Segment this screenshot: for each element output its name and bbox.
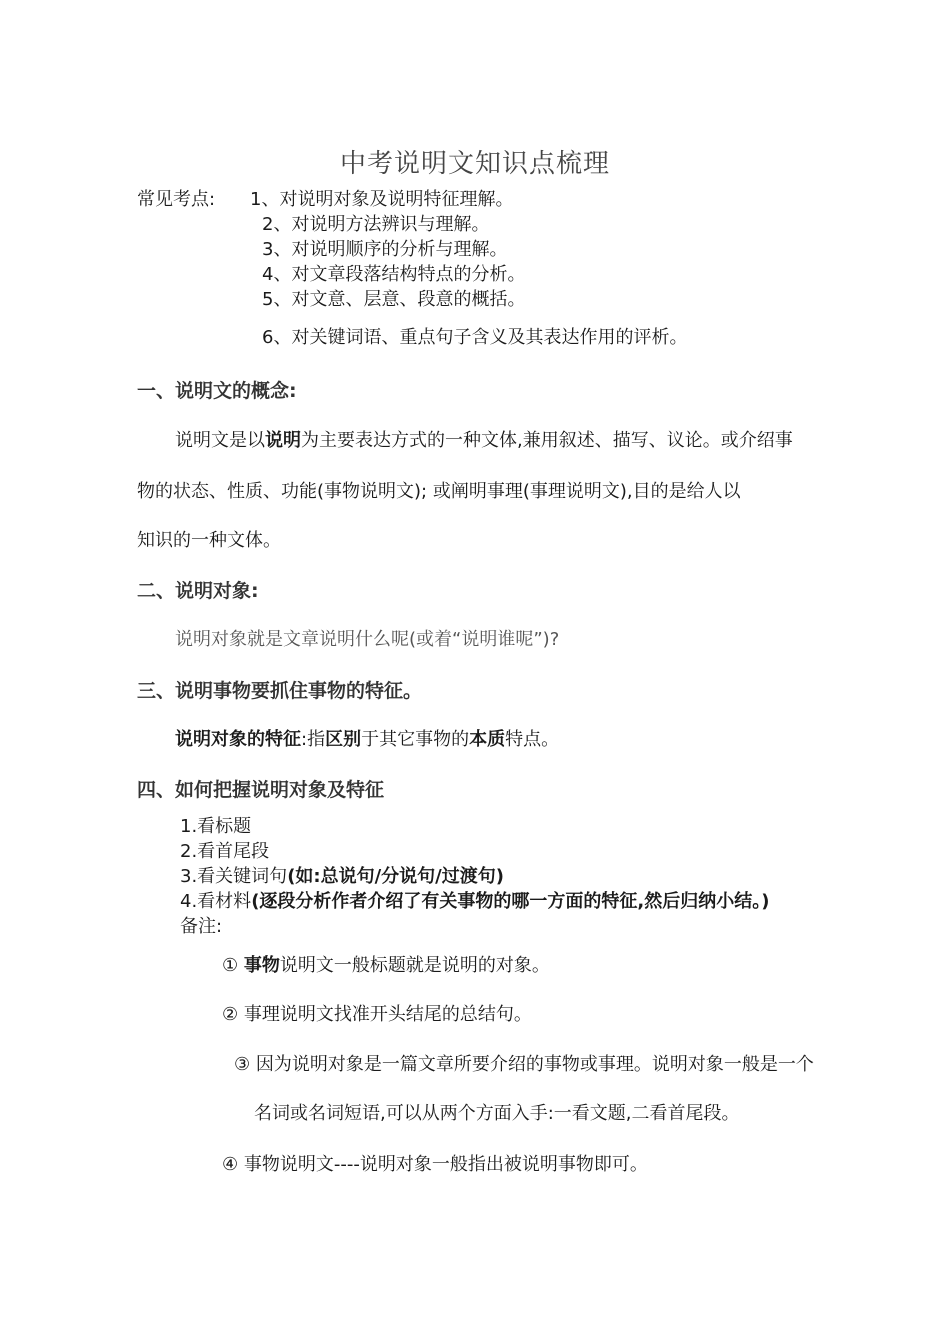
note-3-line-2: 名词或名词短语,可以从两个方面入手:一看文题,二看首尾段。 bbox=[254, 1103, 740, 1124]
section-heading-grasp: 四、如何把握说明对象及特征 bbox=[137, 779, 385, 801]
grasp-item-1: 1.看标题 bbox=[180, 816, 252, 837]
section-heading-object: 二、说明对象: bbox=[137, 580, 259, 602]
concept-text: 说明文是以 bbox=[175, 430, 265, 451]
note-4: ④ 事物说明文----说明对象一般指出被说明事物即可。 bbox=[222, 1154, 648, 1175]
kaodian-item-3: 3、对说明顺序的分析与理解。 bbox=[262, 239, 508, 260]
concept-paragraph-line-3: 知识的一种文体。 bbox=[137, 530, 281, 551]
grasp-item-3 bbox=[180, 862, 504, 888]
page-title: 中考说明文知识点梳理 bbox=[339, 149, 610, 179]
grasp-item-3-text: 3.看关键词句 bbox=[180, 866, 288, 887]
feature-bold-distinguish: 区别 bbox=[325, 729, 362, 750]
kaodian-item-6: 6、对关键词语、重点句子含义及其表达作用的评析。 bbox=[262, 327, 688, 348]
section-heading-concept: 一、说明文的概念: bbox=[137, 380, 297, 402]
kaodian-item-2: 2、对说明方法辨识与理解。 bbox=[262, 214, 490, 235]
feature-bold-essence: 本质 bbox=[469, 729, 506, 750]
kaodian-item-5: 5、对文意、层意、段意的概括。 bbox=[262, 289, 526, 310]
note-1-bold: 事物 bbox=[243, 955, 280, 976]
concept-text-rest: 为主要表达方式的一种文体,兼用叙述、描写、议论。或介绍事 bbox=[301, 430, 793, 451]
section-heading-features: 三、说明事物要抓住事物的特征。 bbox=[137, 680, 423, 702]
note-label: 备注: bbox=[180, 916, 223, 937]
feature-text-1: :指 bbox=[301, 729, 326, 750]
grasp-item-3-bold: (如:总说句/分说句/过渡句) bbox=[287, 866, 504, 887]
concept-paragraph-line-1 bbox=[175, 426, 793, 452]
feature-term: 说明对象的特征 bbox=[175, 729, 301, 750]
feature-text-2: 于其它事物的 bbox=[361, 729, 470, 750]
kaodian-item-1: 1、对说明对象及说明特征理解。 bbox=[250, 189, 514, 210]
grasp-item-4-bold: (逐段分析作者介绍了有关事物的哪一方面的特征,然后归纳小结。) bbox=[251, 891, 770, 912]
grasp-item-4 bbox=[180, 887, 769, 913]
grasp-item-4-text: 4.看材料 bbox=[180, 891, 252, 912]
concept-bold: 说明 bbox=[265, 430, 301, 451]
object-definition: 说明对象就是文章说明什么呢(或着“说明谁呢”)? bbox=[175, 629, 560, 650]
concept-paragraph-line-2: 物的状态、性质、功能(事物说明文); 或阐明事理(事理说明文),目的是给人以 bbox=[137, 481, 741, 502]
note-1 bbox=[222, 951, 550, 977]
grasp-item-2: 2.看首尾段 bbox=[180, 841, 270, 862]
note-2: ② 事理说明文找准开头结尾的总结句。 bbox=[222, 1004, 532, 1025]
features-definition bbox=[175, 725, 559, 751]
note-1-marker: ① bbox=[222, 955, 239, 976]
feature-text-3: 特点。 bbox=[505, 729, 560, 750]
note-3-line-1: ③ 因为说明对象是一篇文章所要介绍的事物或事理。说明对象一般是一个 bbox=[234, 1054, 814, 1075]
note-1-text: 说明文一般标题就是说明的对象。 bbox=[279, 955, 550, 976]
kaodian-label: 常见考点: bbox=[137, 189, 216, 210]
kaodian-item-4: 4、对文章段落结构特点的分析。 bbox=[262, 264, 526, 285]
